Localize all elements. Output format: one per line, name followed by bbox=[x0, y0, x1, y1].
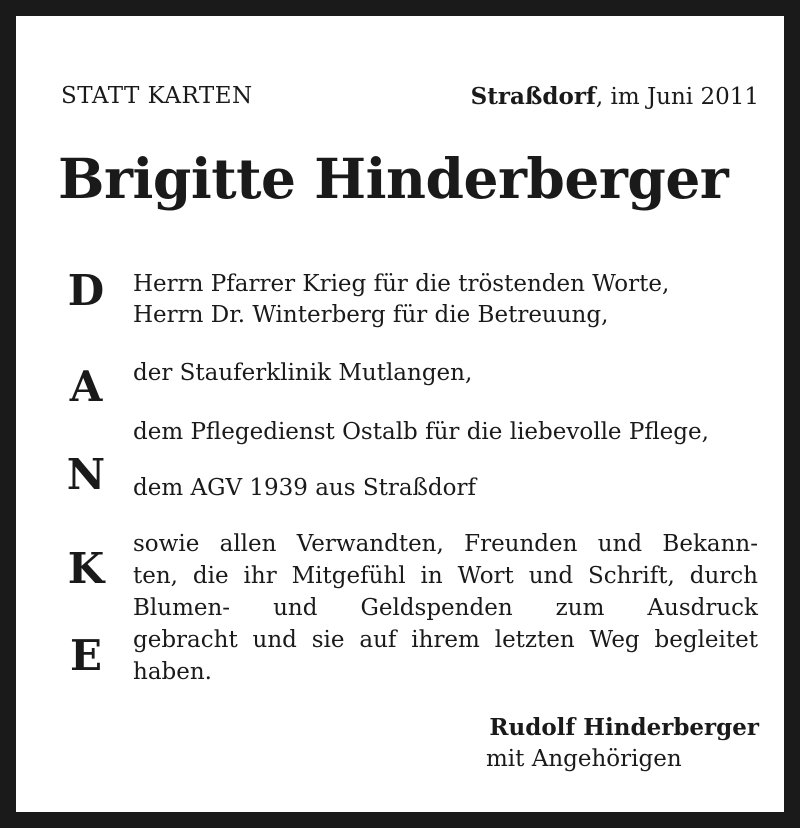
closing-line: sowie allen Verwandten, Freunden und Bekann- bbox=[133, 531, 758, 557]
thanks-line: der Stauferklinik Mutlangen, bbox=[133, 360, 473, 386]
closing-line: ten, die ihr Mitgefühl in Wort und Schrift, durch bbox=[133, 563, 758, 589]
signature-name: Rudolf Hinderberger bbox=[489, 714, 759, 741]
closing-line: gebracht und sie auf ihrem letzten Weg begleitet bbox=[133, 627, 758, 653]
danke-letter-k: K bbox=[67, 544, 105, 593]
closing-line: Blumen- und Geldspenden zum Ausdruck bbox=[133, 595, 758, 621]
thanks-line: Herrn Dr. Winterberg für die Betreuung, bbox=[133, 302, 609, 328]
place-date bbox=[471, 83, 759, 110]
thanks-line: dem Pflegedienst Ostalb für die liebevolle Pflege, bbox=[133, 419, 709, 445]
place: Straßdorf bbox=[470, 83, 596, 110]
thanks-line: dem AGV 1939 aus Straßdorf bbox=[133, 475, 476, 501]
danke-letter-d: D bbox=[67, 266, 105, 315]
statt-karten-label: STATT KARTEN bbox=[61, 83, 253, 109]
signature-sub: mit Angehörigen bbox=[486, 746, 682, 772]
thanks-line: Herrn Pfarrer Krieg für die tröstenden Worte, bbox=[133, 271, 670, 297]
date: , im Juni 2011 bbox=[595, 84, 759, 110]
closing-paragraph bbox=[133, 528, 758, 688]
danke-letter-e: E bbox=[69, 631, 102, 680]
closing-line: haben. bbox=[133, 659, 212, 685]
danke-letter-a: A bbox=[69, 362, 103, 411]
danke-letter-n: N bbox=[66, 450, 106, 499]
deceased-name: Brigitte Hinderberger bbox=[58, 146, 729, 211]
